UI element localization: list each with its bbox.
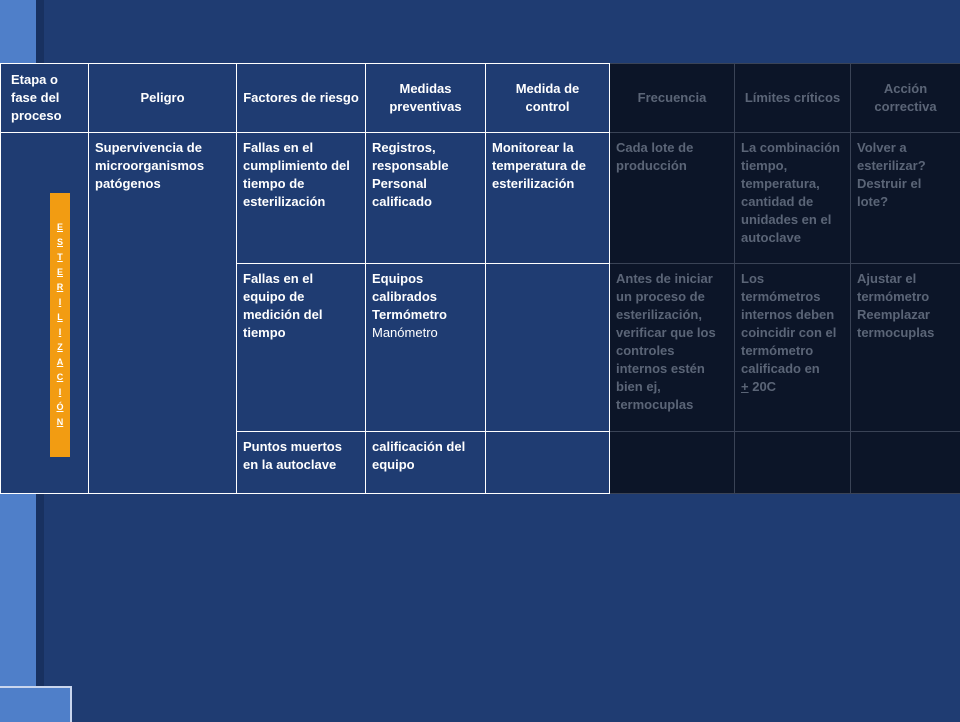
header-control: Medida de control — [486, 64, 610, 133]
stage-letter: I — [59, 295, 62, 310]
cell-frecuencia: Antes de iniciar un proceso de esterilización, verificar que los controles internos estén bien ej, termocuplas — [610, 264, 735, 432]
medidas-normal-text: Manómetro — [372, 325, 438, 340]
cell-control — [486, 432, 610, 494]
header-frecuencia: Frecuencia — [610, 64, 735, 133]
haccp-table — [0, 63, 960, 494]
cell-medidas — [366, 264, 486, 432]
limites-value: 20C — [752, 379, 776, 394]
cell-accion: Volver a esterilizar? Destruir el lote? — [851, 133, 960, 264]
header-limites: Límites críticos — [735, 64, 851, 133]
medidas-bold-text: Equipos calibrados Termómetro — [372, 271, 447, 322]
cell-factores: Fallas en el equipo de medición del tiempo — [237, 264, 366, 432]
cell-control: Monitorear la temperatura de esterilización — [486, 133, 610, 264]
cell-frecuencia: Cada lote de producción — [610, 133, 735, 264]
table-header-row — [1, 64, 960, 133]
stage-letter: Z — [57, 340, 63, 355]
stage-letter: E — [57, 265, 63, 280]
cell-accion — [851, 432, 960, 494]
decorative-foot — [0, 686, 72, 722]
cell-peligro: Supervivencia de microorganismos patógenos — [89, 133, 237, 494]
cell-control — [486, 264, 610, 432]
stage-letter: L — [57, 310, 63, 325]
cell-medidas: Registros, responsable Personal calificado — [366, 133, 486, 264]
cell-limites: La combinación tiempo, temperatura, cantidad de unidades en el autoclave — [735, 133, 851, 264]
cell-limites — [735, 264, 851, 432]
stage-letter: N — [57, 415, 64, 430]
table-row — [1, 133, 960, 264]
limites-text: Los termómetros internos deben coincidir con el termómetro calificado en — [741, 271, 836, 376]
stage-cell — [1, 133, 89, 494]
cell-limites — [735, 432, 851, 494]
stage-letter: S — [57, 235, 63, 250]
cell-medidas: calificación del equipo — [366, 432, 486, 494]
stage-letter: I — [59, 385, 62, 400]
cell-frecuencia — [610, 432, 735, 494]
header-peligro: Peligro — [89, 64, 237, 133]
stage-letter: I — [59, 325, 62, 340]
stage-letter: T — [57, 250, 63, 265]
cell-factores: Fallas en el cumplimiento del tiempo de esterilización — [237, 133, 366, 264]
stage-letter: Ó — [56, 400, 63, 415]
stage-vertical-label — [50, 193, 70, 457]
header-accion: Acción correctiva — [851, 64, 960, 133]
header-etapa: Etapa o fase del proceso — [1, 64, 89, 133]
stage-letter: A — [57, 355, 64, 370]
cell-factores: Puntos muertos en la autoclave — [237, 432, 366, 494]
header-factores: Factores de riesgo — [237, 64, 366, 133]
stage-letter: R — [57, 280, 64, 295]
cell-accion: Ajustar el termómetro Reemplazar termocuplas — [851, 264, 960, 432]
stage-letter: C — [57, 370, 64, 385]
plus-minus-sign: + — [741, 379, 749, 394]
stage-letter: E — [57, 220, 63, 235]
header-medidas: Medidas preventivas — [366, 64, 486, 133]
